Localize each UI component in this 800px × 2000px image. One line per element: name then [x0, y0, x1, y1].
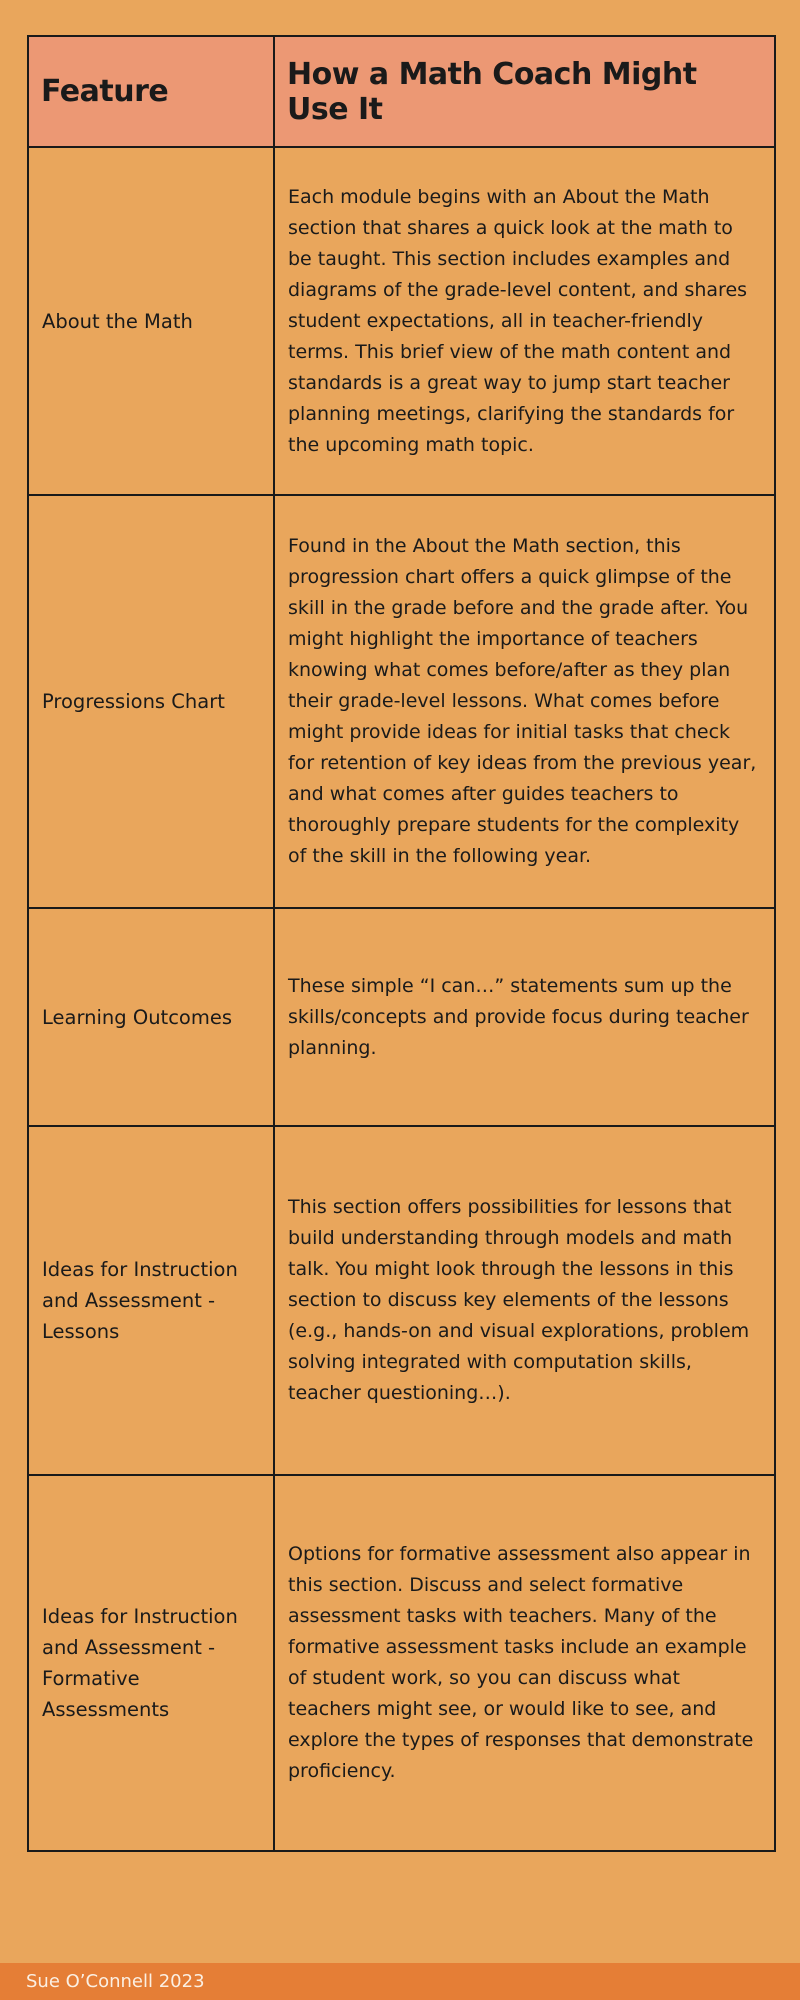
table-header: [28, 36, 775, 147]
description-cell: Options for formative assessment also appear in this section. Discuss and select formative assessment tasks with teachers. Many of the formative assessment tasks include an example of student work, so you can discuss what teachers might see, or would like to see, and explore the types of responses that demonstrate proficiency.: [274, 1475, 775, 1851]
description-cell: This section offers possibilities for lessons that build understanding through models and math talk. You might look through the lessons in this section to discuss key elements of the lessons (e.g., hands-on and visual explorations, problem solving integrated with computation skills, teacher questioning…).: [274, 1126, 775, 1475]
feature-cell: Ideas for Instruction and Assessment - Lessons: [28, 1126, 274, 1475]
feature-table: [27, 35, 776, 1852]
feature-cell: Progressions Chart: [28, 495, 274, 908]
description-cell: Found in the About the Math section, this progression chart offers a quick glimpse of the skill in the grade before and the grade after. You might highlight the importance of teachers knowing what comes before/after as they plan their grade-level lessons. What comes before might provide ideas for initial tasks that check for retention of key ideas from the previous year, and what comes after guides teachers to thoroughly prepare students for the complexity of the skill in the following year.: [274, 495, 775, 908]
table-row: [28, 1126, 775, 1475]
footer-bar: [0, 1963, 800, 2000]
description-cell: These simple “I can…” statements sum up the skills/concepts and provide focus during teacher planning.: [274, 908, 775, 1126]
footer-credit: Sue O’Connell 2023: [26, 1971, 205, 1992]
table-row: [28, 147, 775, 495]
feature-cell: Ideas for Instruction and Assessment - Formative Assessments: [28, 1475, 274, 1851]
table-row: [28, 1475, 775, 1851]
header-coach-use: How a Math Coach Might Use It: [274, 36, 775, 147]
description-cell: Each module begins with an About the Math section that shares a quick look at the math to be taught. This section includes examples and diagrams of the grade-level content, and shares student expectations, all in teacher-friendly terms. This brief view of the math content and standards is a great way to jump start teacher planning meetings, clarifying the standards for the upcoming math topic.: [274, 147, 775, 495]
header-row: [28, 36, 775, 147]
table-body: [28, 147, 775, 1851]
table-row: [28, 908, 775, 1126]
feature-cell: About the Math: [28, 147, 274, 495]
header-feature: Feature: [28, 36, 274, 147]
feature-cell: Learning Outcomes: [28, 908, 274, 1126]
feature-table-container: [27, 35, 774, 1852]
table-row: [28, 495, 775, 908]
